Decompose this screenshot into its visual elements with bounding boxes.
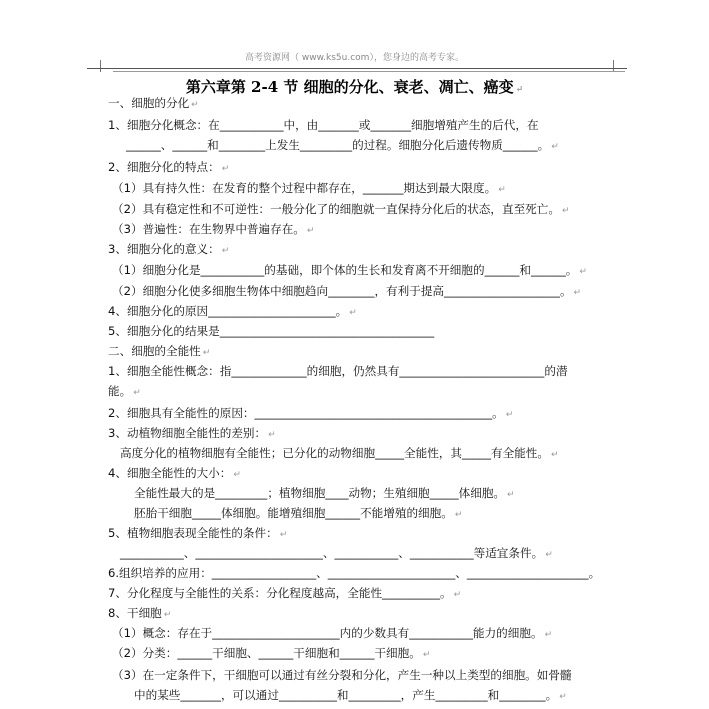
line-text: （2）具有稳定性和不可逆性：一般分化了的细胞就一直保持分化后的状态，直至死亡。 xyxy=(112,202,560,216)
text-line xyxy=(108,526,287,543)
line-text: ___________、______________________、___________、___________等适宜条件。 xyxy=(120,546,544,560)
text-line xyxy=(108,344,210,361)
paragraph-mark-icon: ↵ xyxy=(233,470,241,480)
text-line xyxy=(108,586,461,603)
text-line xyxy=(108,364,568,379)
paragraph-mark-icon: ↵ xyxy=(453,590,462,600)
line-text: 8、干细胞 xyxy=(108,606,162,620)
text-line xyxy=(112,668,572,683)
line-text: 2、细胞分化的特点： xyxy=(108,160,220,174)
paragraph-mark-icon: ↵ xyxy=(279,530,288,540)
paragraph-mark-icon: ↵ xyxy=(544,630,553,640)
paragraph-mark-icon: ↵ xyxy=(422,650,431,660)
text-line xyxy=(108,466,241,483)
line-text: 1、细胞全能性概念：指_____________的细胞，仍然具有_________________________的潜 xyxy=(108,364,568,378)
paragraph-mark-icon: ↵ xyxy=(545,550,553,560)
line-text: 1、细胞分化概念：在___________中，由_______或_______细胞增殖产生的后代，在 xyxy=(108,118,539,132)
paragraph-mark-icon: ↵ xyxy=(551,142,559,152)
text-line xyxy=(108,118,539,133)
text-line xyxy=(126,138,559,155)
text-line xyxy=(112,646,430,663)
text-line xyxy=(112,181,506,198)
header-rule-thin xyxy=(113,71,625,72)
line-text: 中的某些_______，可以通过__________和_________，产生_________和________。 xyxy=(134,688,558,702)
line-text: （3）在一定条件下，干细胞可以通过有丝分裂和分化，产生一种以上类型的细胞。如骨髓 xyxy=(112,668,572,682)
text-line xyxy=(108,160,229,177)
paragraph-mark-icon: ↵ xyxy=(133,388,141,398)
line-text: 全能性最大的是_________；植物细胞____动物；生殖细胞_____体细胞。 xyxy=(134,486,506,500)
header-note: 高考资源网（ www.ks5u.com），您身边的高考专家。 xyxy=(245,53,464,63)
text-line xyxy=(108,96,199,113)
line-text: 2、细胞具有全能性的原因：_________________________________________。 xyxy=(108,406,504,420)
text-line xyxy=(108,426,276,443)
text-line xyxy=(108,406,513,423)
text-line xyxy=(134,506,462,523)
text-line xyxy=(112,263,587,280)
paragraph-mark-icon: ↵ xyxy=(268,430,276,440)
text-line xyxy=(112,626,552,643)
line-text: （3）普遍性：在生物界中普遍存在。 xyxy=(112,222,305,236)
line-text: 7、分化程度与全能性的关系：分化程度越高，全能性__________。 xyxy=(108,586,452,600)
paragraph-mark-icon: ↵ xyxy=(573,288,582,298)
text-line xyxy=(108,384,141,401)
line-text: 3、动植物细胞全能性的差别： xyxy=(108,426,267,440)
line-text: ______、______和________上发生_________的过程。细胞分化后遗传物质______。 xyxy=(126,138,550,152)
paragraph-mark-icon: ↵ xyxy=(306,226,315,236)
paragraph-mark-icon: ↵ xyxy=(349,308,357,318)
line-text: 二、细胞的全能性 xyxy=(108,344,201,358)
paragraph-mark-icon: ↵ xyxy=(515,85,524,95)
paragraph-mark-icon: ↵ xyxy=(221,246,230,256)
paragraph-mark-icon: ↵ xyxy=(454,510,463,520)
text-line xyxy=(108,324,434,339)
text-line xyxy=(112,284,581,301)
line-text: 4、细胞分化的原因______________________。 xyxy=(108,304,348,318)
header-corner-mark-left xyxy=(100,60,101,72)
line-text: 能。 xyxy=(108,384,132,398)
text-line xyxy=(108,606,171,623)
paragraph-mark-icon: ↵ xyxy=(505,410,514,420)
line-text: 5、细胞分化的结果是_____________________________________ xyxy=(108,324,435,338)
text-line xyxy=(134,486,515,503)
text-line xyxy=(134,688,567,705)
line-text: （2）细胞分化使多细胞生物体中细胞趋向________，有利于提高____________________。 xyxy=(112,284,572,298)
page-title xyxy=(0,76,709,97)
paragraph-mark-icon: ↵ xyxy=(221,164,230,174)
paragraph-mark-icon: ↵ xyxy=(550,450,559,460)
line-text: 一、细胞的分化 xyxy=(108,96,190,110)
line-text: 胚胎干细胞_____体细胞。能增殖细胞______不能增殖的细胞。 xyxy=(134,506,453,520)
line-text: 3、细胞分化的意义： xyxy=(108,242,220,256)
paragraph-mark-icon: ↵ xyxy=(507,490,515,500)
paragraph-mark-icon: ↵ xyxy=(163,610,172,620)
paragraph-mark-icon: ↵ xyxy=(191,100,199,110)
paragraph-mark-icon: ↵ xyxy=(202,348,211,358)
text-line xyxy=(120,446,559,463)
paragraph-mark-icon: ↵ xyxy=(559,692,567,702)
page-title-text: 第六章第 2-4 节 细胞的分化、衰老、凋亡、癌变 xyxy=(185,78,514,96)
paragraph-mark-icon: ↵ xyxy=(579,267,587,277)
text-line xyxy=(108,304,357,321)
text-line xyxy=(112,222,314,239)
text-line xyxy=(112,202,570,219)
paragraph-mark-icon: ↵ xyxy=(561,206,570,216)
line-text: （2）分类：______干细胞、______干细胞和______干细胞。 xyxy=(112,646,421,660)
line-text: 高度分化的植物细胞有全能性；已分化的动物细胞_____全能性，其_____有全能性。 xyxy=(120,446,549,460)
text-line xyxy=(120,546,553,563)
line-text: 4、细胞全能性的大小： xyxy=(108,466,232,480)
header-rule xyxy=(87,68,627,69)
line-text: 5、植物细胞表现全能性的条件： xyxy=(108,526,278,540)
line-text: （1）细胞分化是___________的基础，即个体的生长和发育离不开细胞的______和______。 xyxy=(112,263,578,277)
line-text: （1）具有持久性：在发育的整个过程中都存在，_______期达到最大限度。 xyxy=(112,181,497,195)
text-line xyxy=(108,566,600,581)
paragraph-mark-icon: ↵ xyxy=(498,185,506,195)
line-text: 6.组织培养的应用：__________________、______________________、_____________________。 xyxy=(108,566,601,580)
line-text: （1）概念：存在于______________________内的少数具有___________能力的细胞。 xyxy=(112,626,543,640)
text-line xyxy=(108,242,229,259)
